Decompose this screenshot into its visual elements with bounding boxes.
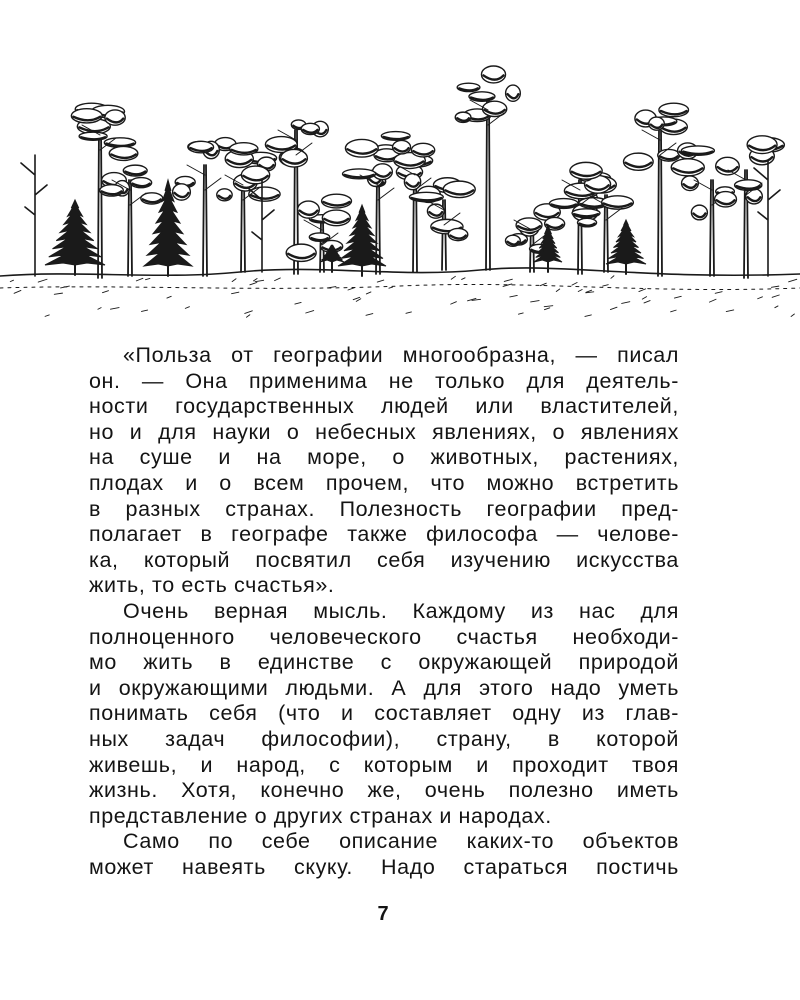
grass-stroke (14, 290, 21, 293)
grass-stroke (327, 287, 336, 288)
text-line: Само по себе описание каких-то объектов (123, 829, 679, 854)
grass-stroke (136, 278, 143, 281)
grass-stroke (295, 302, 301, 304)
grass-stroke (45, 315, 49, 316)
text-line: ка, который посвятил себя изучению искусства (89, 547, 679, 572)
grass-stroke (642, 297, 646, 299)
grass-stroke (275, 278, 281, 281)
grass-stroke (141, 310, 147, 311)
text-line: представление о других странах и народах. (89, 803, 552, 828)
grass-stroke (255, 280, 264, 281)
grass-stroke (389, 287, 393, 288)
grass-stroke (451, 276, 455, 279)
text-line: понимать себя (что и составляет одну из глав- (89, 701, 679, 726)
grass-stroke (789, 279, 797, 282)
text-line: живешь, и народ, с которым и проходит твоя (89, 752, 679, 777)
text-line: мо жить в единстве с окружающей природой (89, 650, 679, 675)
grass-stroke (356, 299, 361, 302)
grass-stroke (145, 278, 149, 279)
text-line: ных задач философии), страну, в которой (89, 726, 679, 751)
paragraph (89, 829, 679, 880)
grass-stroke (232, 279, 236, 282)
grass-stroke (110, 308, 119, 310)
grass-stroke (366, 314, 373, 316)
grass-stroke (254, 279, 258, 281)
grass-stroke (622, 302, 630, 304)
text-line: жить, то есть счастья». (89, 573, 335, 598)
grass-stroke (556, 289, 559, 292)
text-line: плодах и о всем прочем, что можно встретить (89, 470, 679, 495)
grass-stroke (585, 315, 591, 317)
grass-stroke (758, 297, 763, 299)
page-number: 7 (377, 903, 389, 925)
dead-tree (754, 160, 780, 276)
grass-stroke (639, 289, 646, 292)
grass-stroke (462, 278, 465, 280)
grass-stroke (791, 314, 794, 316)
pine-trunk (710, 180, 714, 276)
grass-stroke (775, 306, 778, 308)
fir-tree (606, 220, 646, 264)
text-line: он. — Она применима не только для деятель- (89, 368, 679, 393)
ground-line (0, 284, 800, 289)
grass-stroke (232, 292, 239, 294)
grass-stroke (353, 297, 360, 299)
grass-stroke (644, 301, 650, 303)
pine-trunk (203, 165, 207, 276)
grass-stroke (715, 292, 722, 294)
grass-stroke (167, 296, 171, 298)
grass-stroke (544, 306, 553, 307)
grass-stroke (510, 295, 517, 297)
text-line: «Польза от географии многообразна, — писал (123, 343, 679, 367)
text-line: полноценного человеческого счастья необходи- (89, 624, 679, 649)
grass-stroke (671, 310, 677, 312)
grass-stroke (709, 299, 716, 302)
text-line: ности государственных людей или властителей, (89, 394, 679, 419)
fir-tree (45, 200, 105, 265)
text-line: и окружающими людьми. А для этого надо уметь (89, 675, 679, 700)
grass-stroke (771, 286, 778, 287)
grass-stroke (366, 292, 371, 294)
grass-stroke (772, 295, 779, 297)
grass-stroke (102, 291, 108, 293)
paragraph (89, 343, 679, 599)
dead-tree (21, 155, 47, 276)
grass-stroke (518, 313, 523, 314)
grass-stroke (246, 315, 249, 318)
pine-trunk (128, 180, 132, 276)
text-line: жизнь. Хотя, конечно же, очень полезно иметь (89, 778, 679, 803)
grass-stroke (726, 310, 733, 312)
grass-stroke (348, 288, 355, 290)
grass-stroke (611, 276, 614, 279)
grass-stroke (306, 311, 314, 313)
grass-stroke (674, 296, 681, 298)
grass-stroke (610, 307, 617, 309)
grass-stroke (377, 280, 384, 282)
grass-stroke (504, 279, 512, 281)
grass-stroke (54, 293, 62, 294)
text-line: полагает в географе также философа — челове- (89, 522, 679, 547)
ground-line (0, 268, 800, 276)
pine-trunk (376, 175, 380, 274)
text-line: может навеять скуку. Надо стараться постичь (89, 854, 679, 879)
forest-illustration (0, 40, 800, 335)
grass-stroke (406, 312, 411, 313)
grass-stroke (98, 308, 101, 310)
text-line: Очень верная мысль. Каждому из нас для (123, 598, 679, 623)
text-line: но и для науки о небесных явлениях, о явлениях (89, 419, 679, 444)
grass-stroke (250, 283, 257, 285)
text-line: на суше и на море, о животных, растениях, (89, 445, 679, 470)
text-line: в разных странах. Полезность географии пред- (89, 496, 679, 521)
grass-stroke (531, 301, 539, 302)
grass-stroke (451, 302, 457, 304)
paragraph (89, 599, 679, 829)
body-text (89, 343, 679, 880)
grass-stroke (245, 311, 253, 314)
grass-stroke (544, 308, 549, 310)
grass-stroke (185, 307, 189, 309)
grass-stroke (578, 289, 582, 291)
grass-stroke (603, 285, 608, 286)
grass-stroke (572, 282, 577, 285)
grass-stroke (38, 279, 47, 282)
grass-stroke (10, 280, 13, 281)
pine-trunk (486, 100, 490, 270)
